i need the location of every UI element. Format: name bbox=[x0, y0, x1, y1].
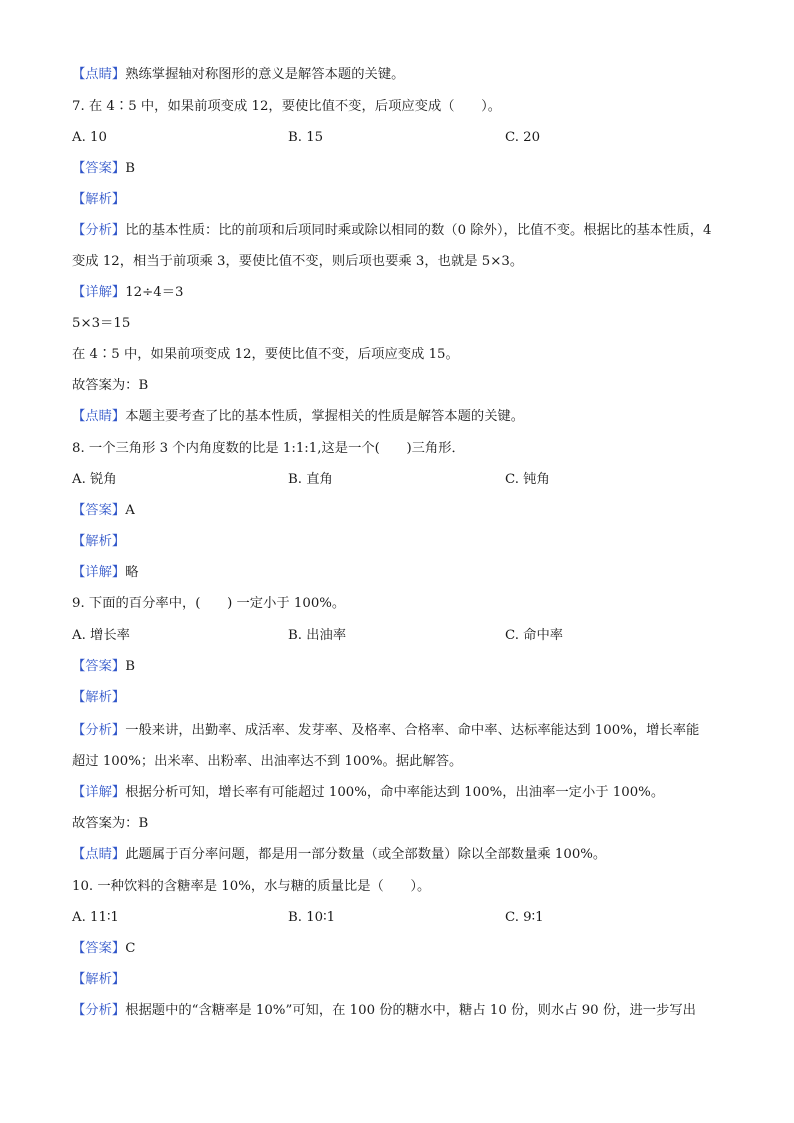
line-text: 故答案为：B bbox=[72, 378, 149, 393]
line-text: 略 bbox=[125, 565, 139, 580]
option-a: A. 增长率 bbox=[72, 628, 130, 643]
label-answer: 【答案】 bbox=[72, 941, 126, 956]
line-text: 熟练掌握轴对称图形的意义是解答本题的关键。 bbox=[125, 67, 405, 82]
analysis-heading bbox=[72, 971, 732, 989]
pointer-note-line bbox=[72, 408, 732, 426]
question-7 bbox=[72, 98, 732, 116]
line-text: 在 4∶5 中，如果前项变成 12，要使比值不变，后项应变成 15。 bbox=[72, 347, 459, 362]
label-answer: 【答案】 bbox=[72, 659, 126, 674]
label-analysis: 【解析】 bbox=[72, 192, 126, 207]
label-analysis: 【解析】 bbox=[72, 690, 126, 705]
option-c: C. 钝角 bbox=[505, 472, 550, 487]
analysis-heading bbox=[72, 533, 732, 551]
option-a: A. 锐角 bbox=[72, 472, 117, 487]
question-10 bbox=[72, 878, 732, 896]
label-analysis: 【解析】 bbox=[72, 972, 126, 987]
analysis-line bbox=[72, 1002, 732, 1020]
option-b: B. 直角 bbox=[288, 472, 333, 487]
label-answer: 【答案】 bbox=[72, 503, 126, 518]
option-b: B. 15 bbox=[288, 130, 324, 145]
line-text: 12÷4＝3 bbox=[125, 285, 184, 300]
detail-line bbox=[72, 284, 732, 302]
option-c: C. 9∶1 bbox=[505, 910, 544, 925]
question-9 bbox=[72, 595, 732, 613]
line-text: 变成 12，相当于前项乘 3，要使比值不变，则后项也要乘 3，也就是 5×3。 bbox=[72, 254, 524, 269]
line-text: 本题主要考查了比的基本性质，掌握相关的性质是解答本题的关键。 bbox=[125, 409, 525, 424]
line-text: 比的基本性质：比的前项和后项同时乘或除以相同的数（0 除外），比值不变。根据比的基本性质，4 bbox=[125, 223, 712, 238]
detail-line bbox=[72, 564, 732, 582]
option-c: C. 20 bbox=[505, 130, 541, 145]
label-analysis-detail: 【分析】 bbox=[72, 223, 126, 238]
analysis-heading bbox=[72, 191, 732, 209]
answer-value: B bbox=[125, 659, 135, 674]
analysis-line bbox=[72, 722, 732, 740]
option-a: A. 11∶1 bbox=[72, 910, 119, 925]
option-b: B. 10∶1 bbox=[288, 910, 336, 925]
question-text: 8. 一个三角形 3 个内角度数的比是 1:1:1,这是一个( )三角形． bbox=[72, 441, 465, 456]
pointer-note-line bbox=[72, 846, 732, 864]
analysis-continuation bbox=[72, 753, 732, 771]
label-detail: 【详解】 bbox=[72, 785, 126, 800]
line-text: 故答案为：B bbox=[72, 816, 149, 831]
label-pointer: 【点睛】 bbox=[72, 847, 126, 862]
conclusion-line bbox=[72, 346, 732, 364]
answer-line bbox=[72, 502, 732, 520]
calc-line bbox=[72, 315, 732, 333]
option-a: A. 10 bbox=[72, 130, 107, 145]
answer-line bbox=[72, 160, 732, 178]
label-detail: 【详解】 bbox=[72, 565, 126, 580]
detail-line bbox=[72, 784, 732, 802]
line-text: 根据题中的“含糖率是 10%”可知，在 100 份的糖水中，糖占 10 份，则水占 90 份，进一步写出 bbox=[125, 1003, 696, 1018]
label-analysis-detail: 【分析】 bbox=[72, 723, 126, 738]
answer-line bbox=[72, 658, 732, 676]
final-answer-line bbox=[72, 815, 732, 833]
line-text: 此题属于百分率问题，都是用一部分数量（或全部数量）除以全部数量乘 100%。 bbox=[125, 847, 607, 862]
question-text: 9. 下面的百分率中，( ) 一定小于 100%。 bbox=[72, 596, 346, 611]
option-c: C. 命中率 bbox=[505, 628, 564, 643]
label-answer: 【答案】 bbox=[72, 161, 126, 176]
final-answer-line bbox=[72, 377, 732, 395]
analysis-heading bbox=[72, 689, 732, 707]
label-analysis: 【解析】 bbox=[72, 534, 126, 549]
line-text: 超过 100%；出米率、出粉率、出油率达不到 100%。据此解答。 bbox=[72, 754, 463, 769]
label-detail: 【详解】 bbox=[72, 285, 126, 300]
analysis-continuation bbox=[72, 253, 732, 271]
question-8 bbox=[72, 440, 732, 458]
analysis-line bbox=[72, 222, 732, 240]
line-text: 5×3＝15 bbox=[72, 316, 131, 331]
label-pointer: 【点睛】 bbox=[72, 409, 126, 424]
question-text: 7. 在 4∶5 中，如果前项变成 12，要使比值不变，后项应变成（ ）。 bbox=[72, 99, 502, 114]
answer-value: B bbox=[125, 161, 135, 176]
option-b: B. 出油率 bbox=[288, 628, 347, 643]
question-text: 10. 一种饮料的含糖率是 10%，水与糖的质量比是（ ）。 bbox=[72, 879, 431, 894]
label-pointer: 【点睛】 bbox=[72, 67, 126, 82]
answer-line bbox=[72, 940, 732, 958]
answer-value: A bbox=[125, 503, 135, 518]
label-analysis-detail: 【分析】 bbox=[72, 1003, 126, 1018]
line-text: 根据分析可知，增长率有可能超过 100%，命中率能达到 100%，出油率一定小于 100%。 bbox=[125, 785, 665, 800]
pointer-note-line bbox=[72, 66, 732, 84]
answer-value: C bbox=[125, 941, 136, 956]
line-text: 一般来讲，出勤率、成活率、发芽率、及格率、合格率、命中率、达标率能达到 100%，增长率能 bbox=[125, 723, 700, 738]
